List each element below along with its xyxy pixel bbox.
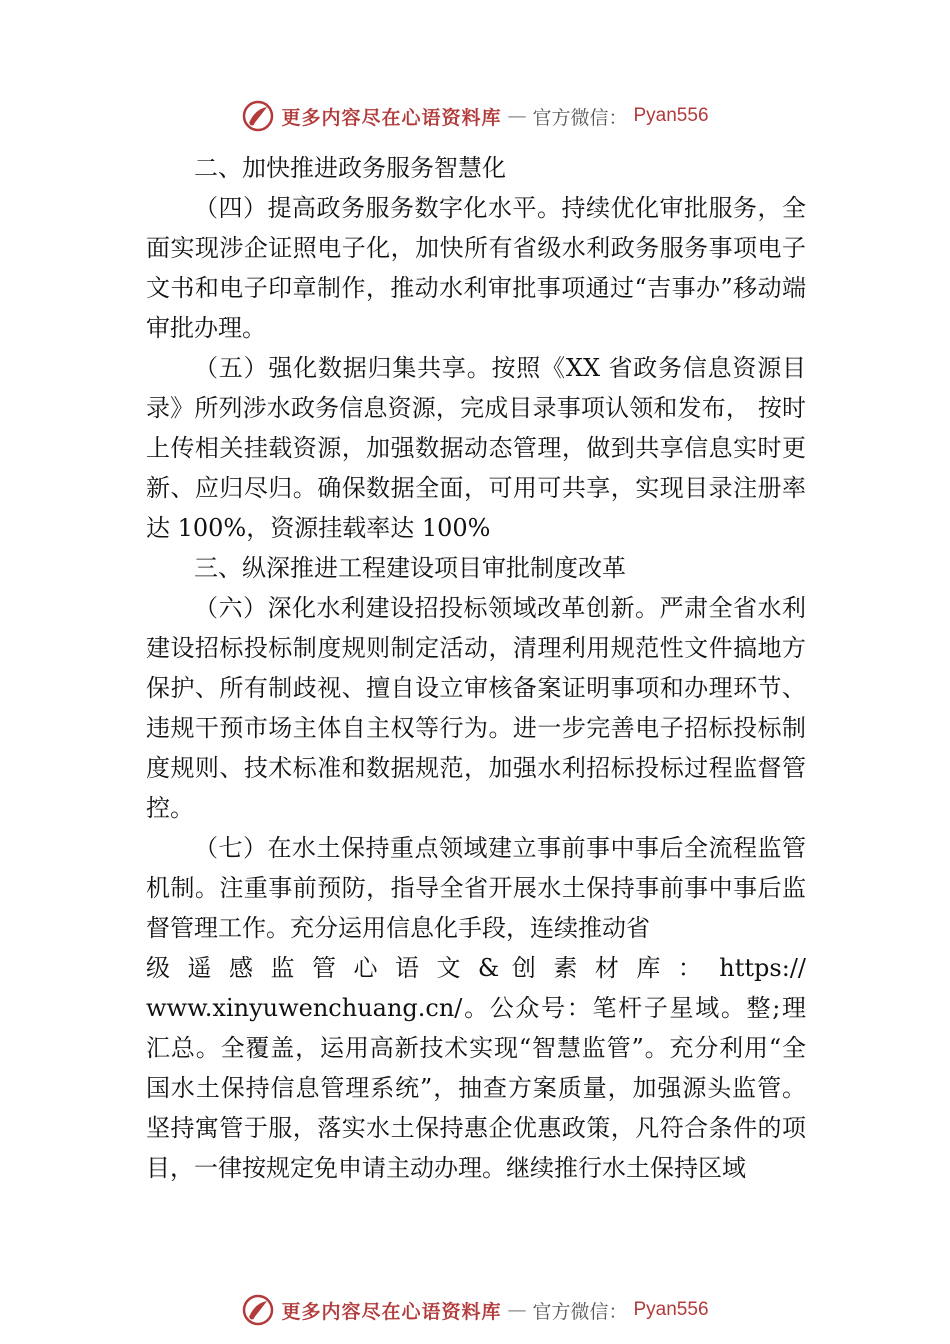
paragraph-7-spread-line: 级 遥 感 监 管 心 语 文 & 创 素 材 库 ： https:// xyxy=(146,954,806,982)
paragraph-7: （七）在水土保持重点领域建立事前事中事后全流程监管机制。注重事前预防，指导全省开展水土保持事前事中事后监督管理工作。充分运用信息化手段，连续推动省 xyxy=(146,834,806,942)
banner-dash: — xyxy=(507,105,527,127)
banner-wechat-label: 官方微信： xyxy=(532,1300,628,1323)
brand-logo-icon xyxy=(241,99,275,133)
section-heading-3: 三、纵深推进工程建设项目审批制度改革 xyxy=(194,554,626,582)
document-body xyxy=(146,148,806,1188)
banner-title: 更多内容尽在心语资料库 xyxy=(281,1300,502,1323)
section-heading-2: 二、加快推进政务服务智慧化 xyxy=(194,154,506,182)
footer-banner xyxy=(0,1290,950,1330)
banner-dash: — xyxy=(507,1299,527,1321)
banner-wechat-id: Pyan556 xyxy=(633,105,709,126)
banner-title: 更多内容尽在心语资料库 xyxy=(281,106,502,129)
banner-wechat-label: 官方微信： xyxy=(532,106,628,129)
header-banner xyxy=(0,96,950,136)
paragraph-6: （六）深化水利建设招投标领域改革创新。严肃全省水利建设招标投标制度规则制定活动，清理利用规范性文件搞地方保护、所有制歧视、擅自设立审核备案证明事项和办理环节、违规干预市场主体自主权等行为。进一步完善电子招标投标制度规则、技术标准和数据规范，加强水利招标投标过程监督管控。 xyxy=(146,594,806,822)
banner-wechat-id: Pyan556 xyxy=(633,1299,709,1320)
paragraph-7-continued: www.xinyuwenchuang.cn/。公众号：笔杆子星域。整;理汇总。全覆盖，运用高新技术实现“智慧监管”。充分利用“全国水土保持信息管理系统”，抽查方案质量，加强源头监管。坚持寓管于服，落实水土保持惠企优惠政策，凡符合条件的项目，一律按规定免申请主动办理。继续推行水土保持区域 xyxy=(146,994,806,1182)
brand-logo-icon xyxy=(241,1293,275,1327)
paragraph-4: （四）提高政务服务数字化水平。持续优化审批服务，全面实现涉企证照电子化，加快所有省级水利政务服务事项电子文书和电子印章制作，推动水利审批事项通过“吉事办”移动端审批办理。 xyxy=(146,194,806,342)
paragraph-5: （五）强化数据归集共享。按照《XX 省政务信息资源目录》所列涉水政务信息资源，完成目录事项认领和发布， 按时上传相关挂载资源，加强数据动态管理，做到共享信息实时更新、应归尽归。确保数据全面，可用可共享，实现目录注册率达 100%，资源挂载率达 100% xyxy=(146,354,806,542)
